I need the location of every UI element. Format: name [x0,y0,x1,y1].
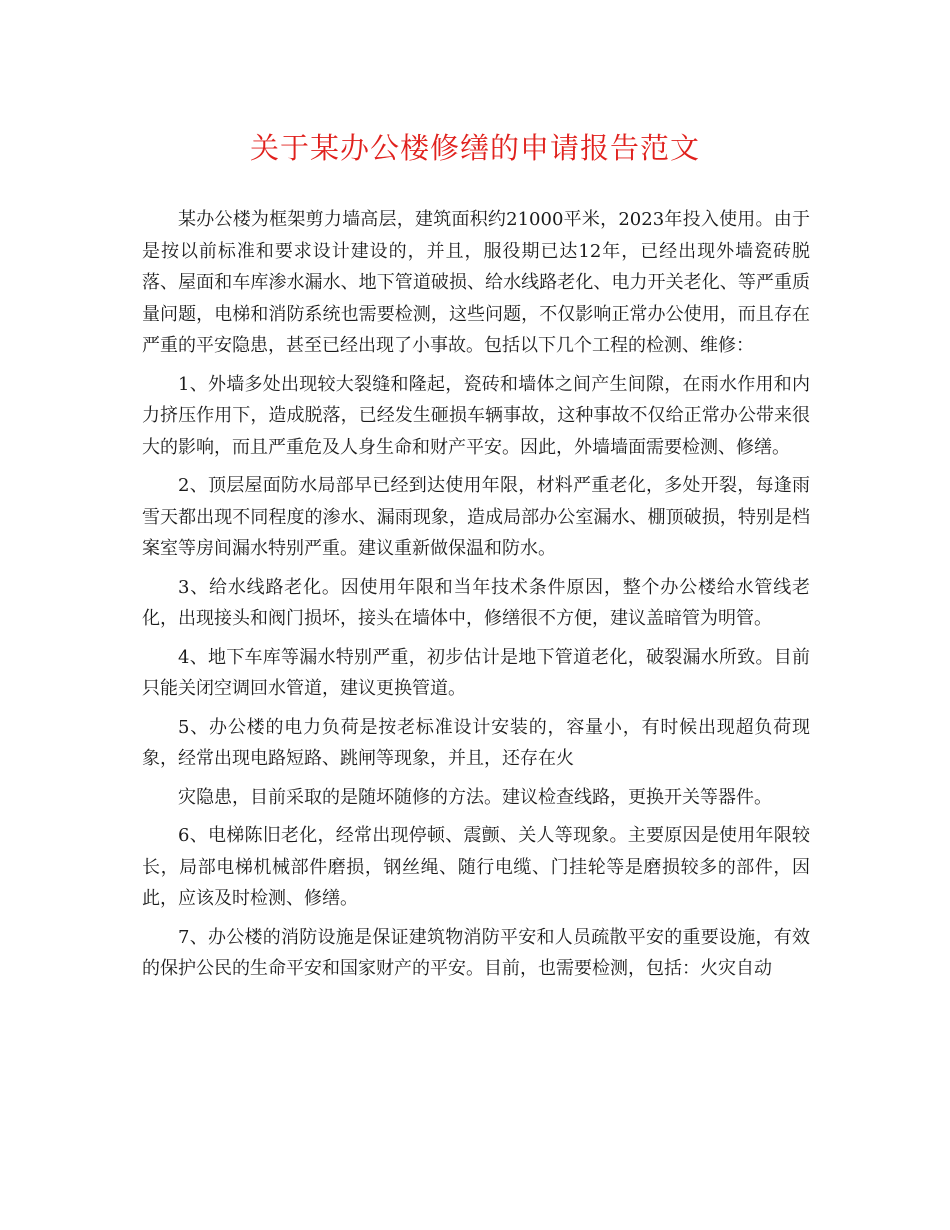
item-2-paragraph: 2、顶层屋面防水局部早已经到达使用年限，材料严重老化，多处开裂，每逢雨雪天都出现不同程度的渗水、漏雨现象，造成局部办公室漏水、棚顶破损，特别是档案室等房间漏水特别严重。建议重新做保温和防水。 [142,475,810,559]
item-3-paragraph: 3、给水线路老化。因使用年限和当年技术条件原因，整个办公楼给水管线老化，出现接头和阀门损坏，接头在墙体中，修缮很不方便，建议盖暗管为明管。 [142,576,810,629]
item-4-paragraph: 4、地下车库等漏水特别严重，初步估计是地下管道老化，破裂漏水所致。目前只能关闭空调回水管道，建议更换管道。 [142,646,810,699]
item-5-paragraph: 5、办公楼的电力负荷是按老标准设计安装的，容量小，有时候出现超负荷现象，经常出现电路短路、跳闸等现象，并且，还存在火 [142,716,810,769]
item-7-paragraph: 7、办公楼的消防设施是保证建筑物消防平安和人员疏散平安的重要设施，有效的保护公民的生命平安和国家财产的平安。目前，也需要检测，包括：火灾自动 [142,926,810,979]
intro-paragraph: 某办公楼为框架剪力墙高层，建筑面积约21000平米，2023年投入使用。由于是按以前标准和要求设计建设的，并且，服役期已达12年，已经出现外墙瓷砖脱落、屋面和车库渗水漏水、地下管道破损、给水线路老化、电力开关老化、等严重质量问题，电梯和消防系统也需要检测，这些问题，不仅影响正常办公使用，而且存在严重的平安隐患，甚至已经出现了小事故。包括以下几个工程的检测、维修： [142,209,810,356]
item-1-paragraph: 1、外墙多处出现较大裂缝和隆起，瓷砖和墙体之间产生间隙，在雨水作用和内力挤压作用下，造成脱落，已经发生砸损车辆事故，这种事故不仅给正常办公带来很大的影响，而且严重危及人身生命和财产平安。因此，外墙墙面需要检测、修缮。 [142,373,810,458]
item-6-paragraph: 6、电梯陈旧老化，经常出现停顿、震颤、关人等现象。主要原因是使用年限较长，局部电梯机械部件磨损，钢丝绳、随行电缆、门挂轮等是磨损较多的部件，因此，应该及时检测、修缮。 [142,825,810,909]
document-title: 关于某办公楼修缮的申请报告范文 [249,131,700,165]
item-5-continuation: 灾隐患，目前采取的是随坏随修的方法。建议检查线路，更换开关等器件。 [178,786,772,808]
document-body [142,204,810,992]
